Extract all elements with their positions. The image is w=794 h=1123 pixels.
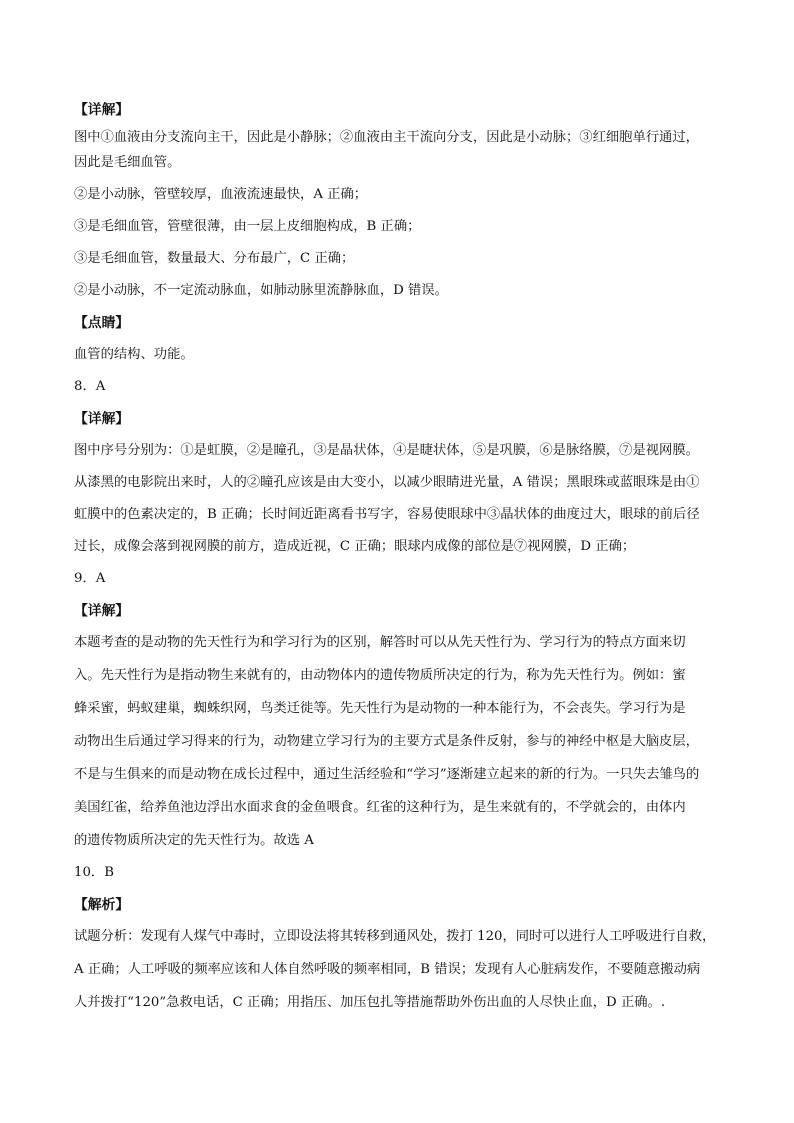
q7-point-text: 血管的结构、功能。 <box>74 347 194 362</box>
q8-line-4: 过长，成像会落到视网膜的前方，造成近视，C 正确；眼球内成像的部位是⑦视网膜，D 正确； <box>74 539 636 554</box>
q10-line-2: A 正确；人工呼吸的频率应该和人体自然呼吸的频率相同，B 错误；发现有人心脏病发作，不要随意搬动病 <box>74 962 701 977</box>
q10-answer: 10．B <box>74 865 114 880</box>
q10-line-1: 试题分析：发现有人煤气中毒时，立即设法将其转移到通风处，拨打 120，同时可以进行人工呼吸进行自救， <box>74 929 716 944</box>
q7-option-d: ②是小动脉，不一定流动脉血，如肺动脉里流静脉血，D 错误。 <box>74 283 448 298</box>
q7-option-c: ③是毛细血管，数量最大、分布最广，C 正确； <box>74 251 355 266</box>
q7-option-a: ②是小动脉，管壁较厚，血液流速最快，A 正确； <box>74 187 368 202</box>
q10-line-3: 人并拨打“120”急救电话，C 正确；用指压、加压包扎等措施帮助外伤出血的人尽快止血，D 正确。. <box>74 995 666 1010</box>
q9-answer: 9．A <box>74 571 106 586</box>
q7-detail-line-2: 因此是毛细血管。 <box>74 155 181 170</box>
q9-line-7: 的遗传物质所决定的先天性行为。故选 A <box>74 833 314 848</box>
q8-line-2: 从漆黑的电影院出来时，人的②瞳孔应该是由大变小，以减少眼睛进光量，A 错误；黑眼珠或蓝眼珠是由① <box>74 475 700 490</box>
q9-line-6: 美国红雀，给养鱼池边浮出水面求食的金鱼喂食。红雀的这种行为，是生来就有的，不学就会的，由体内 <box>74 800 686 815</box>
q10-analysis-heading: 【解析】 <box>74 897 130 913</box>
q8-answer: 8．A <box>74 379 106 394</box>
q9-line-3: 蜂采蜜，蚂蚁建巢，蜘蛛织网，鸟类迁徙等。先天性行为是动物的一种本能行为，不会丧失。学习行为是 <box>74 701 686 716</box>
document-page <box>74 100 728 1013</box>
q8-detail-heading: 【详解】 <box>74 411 130 427</box>
q8-line-1: 图中序号分别为：①是虹膜，②是瞳孔，③是晶状体，④是睫状体，⑤是巩膜，⑥是脉络膜，⑦是视网膜。 <box>74 443 699 458</box>
q9-line-2: 入。先天性行为是指动物生来就有的，由动物体内的遗传物质所决定的行为，称为先天性行为。例如：蜜 <box>74 668 686 683</box>
q9-line-5: 不是与生俱来的而是动物在成长过程中，通过生活经验和“学习”逐渐建立起来的新的行为。一只失去雏鸟的 <box>74 767 700 782</box>
q9-detail-heading: 【详解】 <box>74 603 130 619</box>
q9-line-1: 本题考查的是动物的先天性行为和学习行为的区别，解答时可以从先天性行为、学习行为的特点方面来切 <box>74 635 686 650</box>
q7-detail-heading: 【详解】 <box>74 102 130 118</box>
q7-detail-line-1: 图中①血液由分支流向主干，因此是小静脉；②血液由主干流向分支，因此是小动脉；③红细胞单行通过， <box>74 130 699 145</box>
q9-line-4: 动物出生后通过学习得来的行为，动物建立学习行为的主要方式是条件反射，参与的神经中枢是大脑皮层， <box>74 734 699 749</box>
q7-option-b: ③是毛细血管，管壁很薄，由一层上皮细胞构成，B 正确； <box>74 219 421 234</box>
q7-point-heading: 【点睛】 <box>74 315 130 331</box>
q8-line-3: 虹膜中的色素决定的，B 正确；长时间近距离看书写字，容易使眼球中③晶状体的曲度过大，眼球的前后径 <box>74 507 700 522</box>
